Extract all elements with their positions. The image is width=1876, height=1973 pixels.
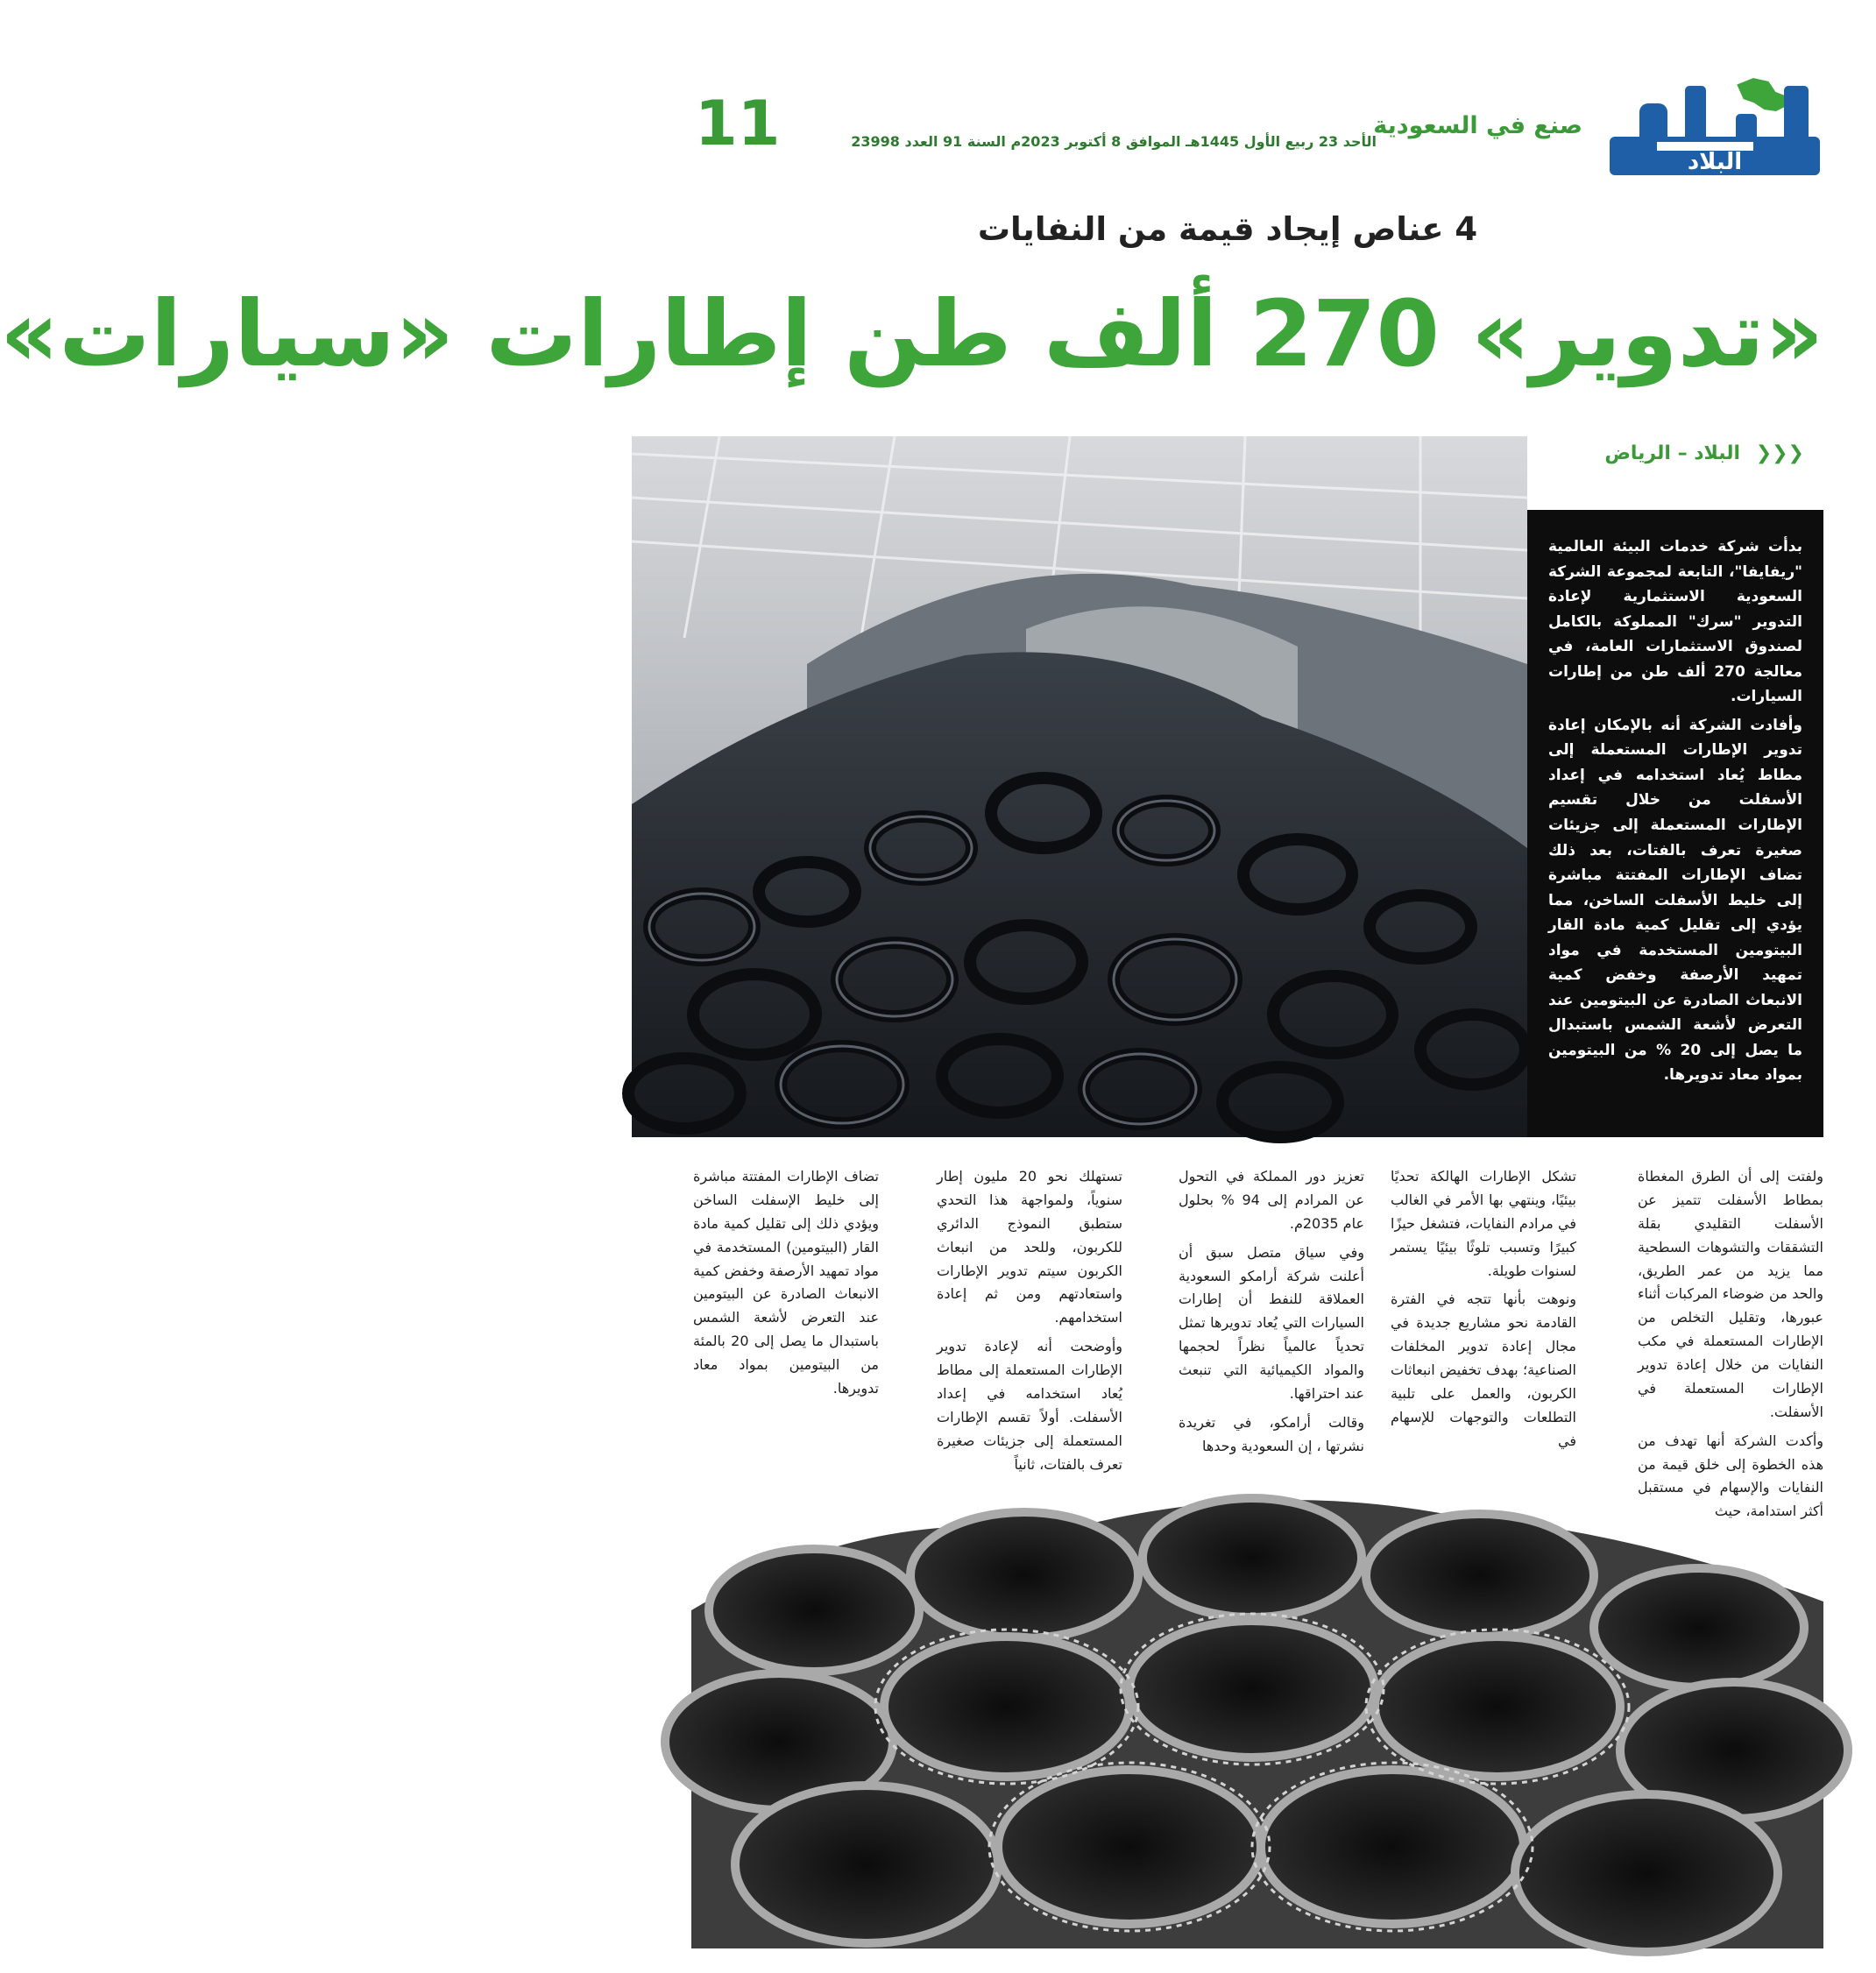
tire-pile-photo <box>632 436 1527 1137</box>
intro-paragraph: بدأت شركة خدمات البيئة العالمية "ريفايفا"، التابعة لمجموعة الشركة السعودية الاستثمارية لإعادة التدوير "سرك" المملوكة بالكامل لصندوق الاستثمارات العامة، في معالجة 270 ألف طن من إطارات السيارات. <box>1548 538 1802 706</box>
byline <box>1604 442 1804 464</box>
chevrons-icon: ❮❮❮ <box>1755 442 1804 464</box>
newspaper-logo <box>1604 68 1825 182</box>
body-paragraph: وأوضحت أنه لإعادة تدوير الإطارات المستعملة إلى مطاط يُعاد استخدامه في إعداد الأسفلت. أولاً تقسم الإطارات المستعملة إلى جزيئات صغيرة تعرف بالفتات، ثانياً <box>937 1338 1122 1473</box>
page-number: 11 <box>695 88 781 159</box>
body-column-3 <box>1179 1165 1364 1472</box>
body-paragraph: وقالت أرامكو، في تغريدة نشرتها ، إن السعودية وحدها <box>1179 1413 1364 1454</box>
body-paragraph: وفي سياق متصل سبق أن أعلنت شركة أرامكو السعودية العملاقة للنفط أن إطارات السيارات التي يُعاد تدويرها تمثل تحدياً عالمياً نظراً لحجمها والمواد الكيميائية التي تنبعث عند احتراقها. <box>1179 1243 1364 1402</box>
tagline: صنع في السعودية <box>1373 112 1582 139</box>
body-paragraph: تعزيز دور المملكة في التحول عن المرادم إلى 94 % بحلول عام 2035م. <box>1179 1168 1365 1232</box>
logo-wordmark: البلاد <box>1687 149 1743 175</box>
body-paragraph: وأكدت الشركة أنها تهدف من هذه الخطوة إلى خلق قيمة من النفايات والإسهام في مستقبل أكثر استدامة، حيث <box>1638 1432 1823 1520</box>
body-column-1 <box>1638 1165 1823 1520</box>
body-column-5 <box>693 1165 879 1472</box>
headline: «تدوير» 270 ألف طن إطارات «سيارات» <box>0 280 1823 387</box>
intro-box <box>1527 510 1823 1137</box>
body-column-2 <box>1391 1165 1576 1472</box>
dateline: الأحد 23 ربيع الأول 1445هـ الموافق 8 أكتوبر 2023م السنة 91 العدد 23998 <box>851 133 1377 150</box>
intro-paragraph: وأفادت الشركة أنه بالإمكان إعادة تدوير الإطارات المستعملة إلى مطاط يُعاد استخدامه في إعداد الأسفلت من خلال تقسيم الإطارات المستعملة إلى جزيئات صغيرة تعرف بالفتات، بعد ذلك تضاف الإطارات المفتتة مباشرة إلى خليط الأسفلت الساخن، مما يؤدي إلى تقليل كمية مادة القار البيتومين المستخدمة في مواد تمهيد الأرصفة وخفض كمية الانبعاث الصادرة عن البيتومين عند التعرض لأشعة الشمس باستبدال ما يصل إلى 20 % من البيتومين بمواد معاد تدويرها. <box>1548 716 1803 1085</box>
tires-stack-photo <box>691 1479 1823 1948</box>
body-column-4 <box>937 1165 1122 1472</box>
body-paragraph: ولفتت إلى أن الطرق المغطاة بمطاط الأسفلت تتميز عن الأسفلت التقليدي بقلة التشققات والتشوهات السطحية مما يزيد من عمر الطريق، والحد من ضوضاء المركبات أثناء عبورها، وتقليل التخلص من الإطارات المستعملة في مكب النفايات من خلال إعادة تدوير الإطارات المستعملة في الأسفلت. <box>1638 1168 1823 1420</box>
body-paragraph: تستهلك نحو 20 مليون إطار سنوياً، ولمواجهة هذا التحدي ستطبق النموذج الدائري للكربون، وللحد من انبعاث الكربون سيتم تدوير الإطارات واستعادتهم ومن ثم إعادة استخدامهم. <box>937 1168 1122 1326</box>
body-paragraph: تضاف الإطارات المفتتة مباشرة إلى خليط الإسفلت الساخن ويؤدي ذلك إلى تقليل كمية مادة القار (البيتومين) المستخدمة في مواد تمهيد الأرصفة وخفض كمية الانبعاث الصادرة عن البيتومين عند التعرض لأشعة الشمس باستبدال ما يصل إلى 20 بالمئة من البيتومين بمواد معاد تدويرها. <box>693 1168 879 1397</box>
body-paragraph: ونوهت بأنها تتجه في الفترة القادمة نحو مشاريع جديدة في مجال إعادة تدوير المخلفات الصناعية؛ بهدف تخفيض انبعاثات الكربون، والعمل على تلبية التطلعات والتوجهات للإسهام في <box>1391 1291 1576 1449</box>
kicker: 4 عناص إيجاد قيمة من النفايات <box>977 210 1478 248</box>
body-paragraph: تشكل الإطارات الهالكة تحديًا بيئيًا، وينتهي بها الأمر في الغالب في مرادم النفايات، فتشغل حيزًا كبيرًا وتسبب تلوثًا بيئيًا يستمر لسنوات طويلة. <box>1391 1168 1576 1279</box>
byline-text: البلاد – الرياض <box>1604 442 1741 464</box>
